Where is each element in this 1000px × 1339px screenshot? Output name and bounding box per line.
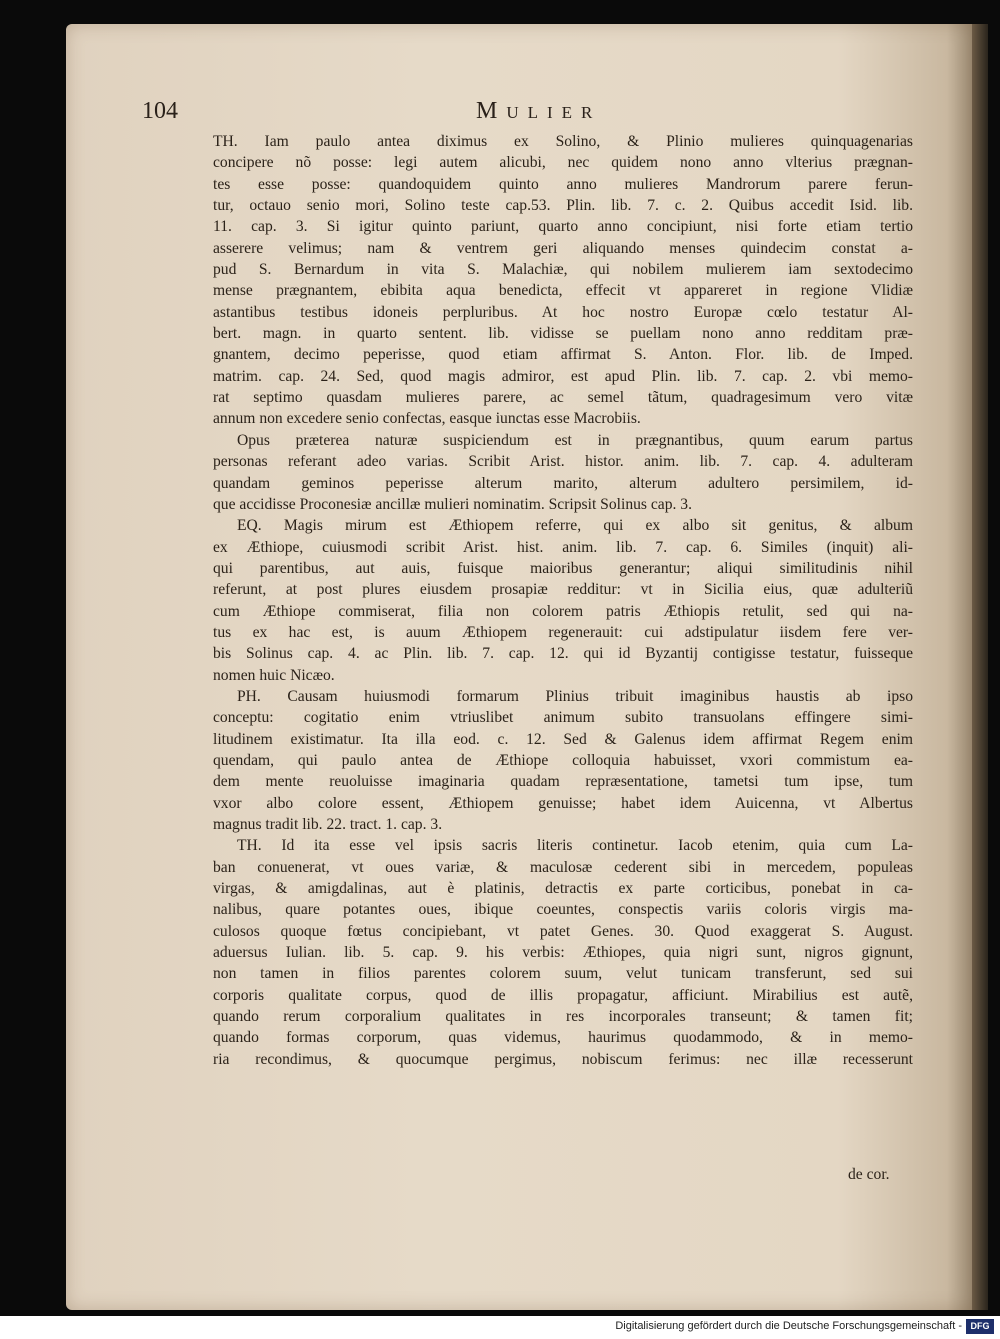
text-line: non tamen in filios parentes colorem suum, velut tunicam transferunt, sed sui bbox=[213, 965, 913, 983]
text-line: astantibus testibus idoneis perpluribus. At hoc nostro Europæ cœlo testatur Al- bbox=[213, 303, 913, 321]
text-line: matrim. cap. 24. Sed, quod magis admiror, est apud Plin. lib. 7. cap. 2. vbi memo- bbox=[213, 367, 913, 385]
text-line: virgas, & amigdalinas, aut è platinis, detractis ex parte corticibus, ponebat in ca- bbox=[213, 880, 913, 898]
text-line: dem mente reuoluisse imaginaria quadam repræsentatione, tametsi tum ipse, tum bbox=[213, 773, 913, 791]
text-line: conceptu: cogitatio enim vtriuslibet animum subito transuolans effingere simi- bbox=[213, 709, 913, 727]
text-line: asserere velimus; nam & ventrem geri aliquando menses quindecim constat a- bbox=[213, 239, 913, 257]
paragraph-start: Opus præterea naturæ suspiciendum est in prægnantibus, quum earum partus bbox=[237, 431, 913, 449]
page-header bbox=[142, 98, 902, 128]
text-line: que accidisse Proconesiæ ancillæ mulieri nominatim. Scripsit Solinus cap. 3. bbox=[213, 495, 693, 513]
text-line: aduersus Iulian. lib. 5. cap. 9. his verbis: Æthiopes, quia nigri sunt, nigros gignunt, bbox=[213, 944, 913, 962]
text-line: concipere nõ posse: legi autem alicubi, nec quidem nono anno vlterius prægnan- bbox=[213, 154, 913, 172]
text-line: ria recondimus, & quocumque pergimus, nobiscum ferimus: nec illæ recesserunt bbox=[213, 1050, 913, 1068]
text-line: quandam geminos peperisse alterum marito, alterum adultero persimilem, id- bbox=[213, 474, 913, 492]
text-line: qui parentibus, aut auis, fuisque maioribus generantur; aliqui similitudinis nihil bbox=[213, 559, 913, 577]
text-line: quendam, qui paulo antea de Æthiope colloquia habuisset, vxori commistum ea- bbox=[213, 751, 913, 769]
text-line: culosos quoque fœtus concipiebant, vt patet Genes. 30. Quod exaggerat S. August. bbox=[213, 922, 913, 940]
paragraph-start: TH. Id ita esse vel ipsis sacris literis continetur. Iacob etenim, quia cum La- bbox=[237, 837, 913, 855]
page-number: 104 bbox=[142, 98, 178, 124]
text-line: referunt, at post plures eiusdem prosapiæ redditur: vt in Sicilia eius, quæ adulteriũ bbox=[213, 581, 913, 599]
text-line: bert. magn. in quarto sentent. lib. vidisse se puellam nono anno redditam præ- bbox=[213, 325, 913, 343]
text-line: ex Æthiope, cuiusmodi scribit Arist. hist. anim. lib. 7. cap. 6. Similes (inquit) ali- bbox=[213, 538, 913, 556]
text-line: tus ex hac est, is auum Æthiopem regenerauit: cui adstipulatur iisdem fere ver- bbox=[213, 623, 913, 641]
text-line: quando formas corporum, quas videmus, haurimus quodammodo, & in memo- bbox=[213, 1029, 913, 1047]
footer-bar bbox=[0, 1316, 1000, 1339]
paragraph-start: PH. Causam huiusmodi formarum Plinius tribuit imaginibus haustis ab ipso bbox=[237, 687, 913, 705]
text-line: cum Æthiope commiserat, filia non colorem patris Æthiopis retulit, sed qui na- bbox=[213, 602, 913, 620]
dfg-logo: DFG bbox=[966, 1319, 994, 1334]
text-line: ban conuenerat, vt oues variæ, & maculosæ cederent sibi in mercedem, populeas bbox=[213, 858, 913, 876]
text-line: tes esse posse: quandoquidem quinto anno mulieres Mandrorum parere ferun- bbox=[213, 175, 913, 193]
text-line: corporis qualitate corpus, quod de illis propagatur, afficiunt. Mirabilius est autẽ, bbox=[213, 986, 913, 1004]
text-line: gnantem, decimo peperisse, quod etiam affirmat S. Anton. Flor. lib. de Imped. bbox=[213, 346, 913, 364]
text-line: vxor albo colore essent, Æthiopem genuisse; habet idem Auicenna, vt Albertus bbox=[213, 794, 913, 812]
text-line: litudinem existimatur. Ita illa eod. c. 12. Sed & Galenus idem affirmat Regem enim bbox=[213, 730, 913, 748]
text-line: tur, octauo senio mori, Solino teste cap.53. Plin. lib. 7. c. 2. Quibus accedit Isid. lib. bbox=[213, 197, 913, 215]
page-edge bbox=[972, 24, 988, 1310]
text-line: nalibus, quare potantes oues, ibique coeuntes, conspectis variis coloris virgis ma- bbox=[213, 901, 913, 919]
text-line: mense prægnantem, ebibita aqua benedicta, effecit vt appareret in regione Vlidiæ bbox=[213, 282, 913, 300]
paragraph-start: EQ. Magis mirum est Æthiopem referre, qui ex albo sit genitus, & album bbox=[237, 517, 913, 535]
digitization-credit: Digitalisierung gefördert durch die Deutsche Forschungsgemeinschaft - bbox=[615, 1320, 962, 1332]
text-line: quando rerum corporalium qualitates in res incorporales transeunt; & tamen fit; bbox=[213, 1008, 913, 1026]
text-line: rat septimo quasdam mulieres parere, ac semel tãtum, quadragesimum vero vitæ bbox=[213, 389, 913, 407]
text-line: bis Solinus cap. 4. ac Plin. lib. 7. cap. 12. qui id Byzantij contigisse testatur, fuisseque bbox=[213, 645, 913, 663]
text-line: annum non excedere senio confectas, easque iunctas esse Macrobiis. bbox=[213, 410, 641, 428]
running-head: Mulier bbox=[476, 98, 602, 124]
catchword: de cor. bbox=[848, 1166, 890, 1183]
text-line: TH. Iam paulo antea diximus ex Solino, & Plinio mulieres quinquagenarias bbox=[213, 133, 913, 150]
text-line: personas referant adeo varias. Scribit Arist. histor. anim. lib. 7. cap. 4. adulteram bbox=[213, 453, 913, 471]
text-line: nomen huic Nicæo. bbox=[213, 666, 335, 684]
body-text bbox=[213, 131, 913, 1070]
text-line: magnus tradit lib. 22. tract. 1. cap. 3. bbox=[213, 816, 443, 833]
text-line: pud S. Bernardum in vita S. Malachiæ, qui nobilem mulierem iam sextodecimo bbox=[213, 261, 913, 279]
text-line: 11. cap. 3. Si igitur quinto pariunt, quarto anno concipiunt, nisi forte etiam tertio bbox=[213, 218, 913, 236]
